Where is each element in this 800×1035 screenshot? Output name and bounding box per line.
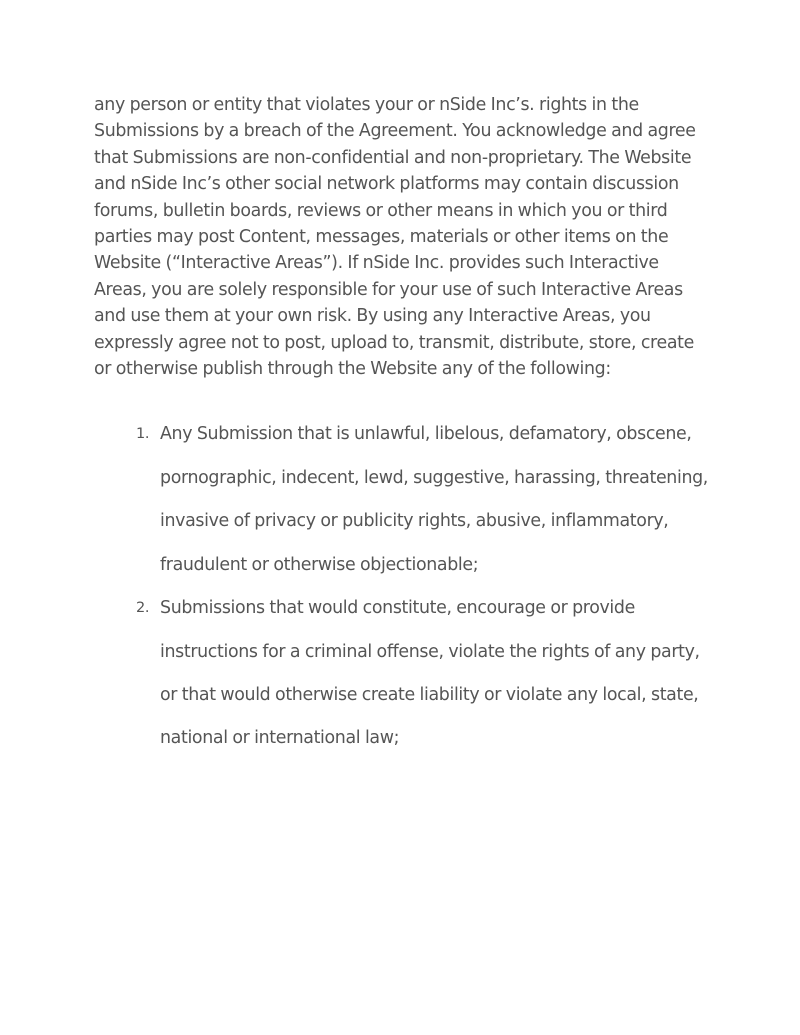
terms-paragraph: any person or entity that violates your or nSide Inc’s. rights in the Submissions by a breach of the Agreement. You acknowledge and agree that Submissions are non-confidential and non-proprietary. The Website and nSide Inc’s other social network platforms may contain discussion forums, bulletin boards, reviews or other means in which you or third parties may post Content, messages, materials or other items on the Website (“Interactive Areas”). If nSide Inc. provides such Interactive Areas, you are solely responsible for your use of such Interactive Areas and use them at your own risk. By using any Interactive Areas, you expressly agree not to post, upload to, transmit, distribute, store, create or otherwise publish through the Website any of the following:	[94, 95, 696, 380]
list-item-text: Submissions that would constitute, encourage or provide instructions for a criminal offense, violate the rights of any party, or that would otherwise create liability or violate any local, state, national or international law;	[160, 598, 700, 749]
prohibited-content-list	[94, 413, 714, 760]
list-item	[94, 587, 714, 761]
document-body	[94, 92, 714, 761]
list-item-number: 1.	[136, 426, 150, 443]
list-item-text: Any Submission that is unlawful, libelous, defamatory, obscene, pornographic, indecent, lewd, suggestive, harassing, threatening, invasive of privacy or publicity rights, abusive, inflammatory, fraudulent or otherwise objectionable;	[160, 424, 708, 575]
list-item	[94, 413, 714, 587]
list-item-number: 2.	[136, 600, 150, 617]
